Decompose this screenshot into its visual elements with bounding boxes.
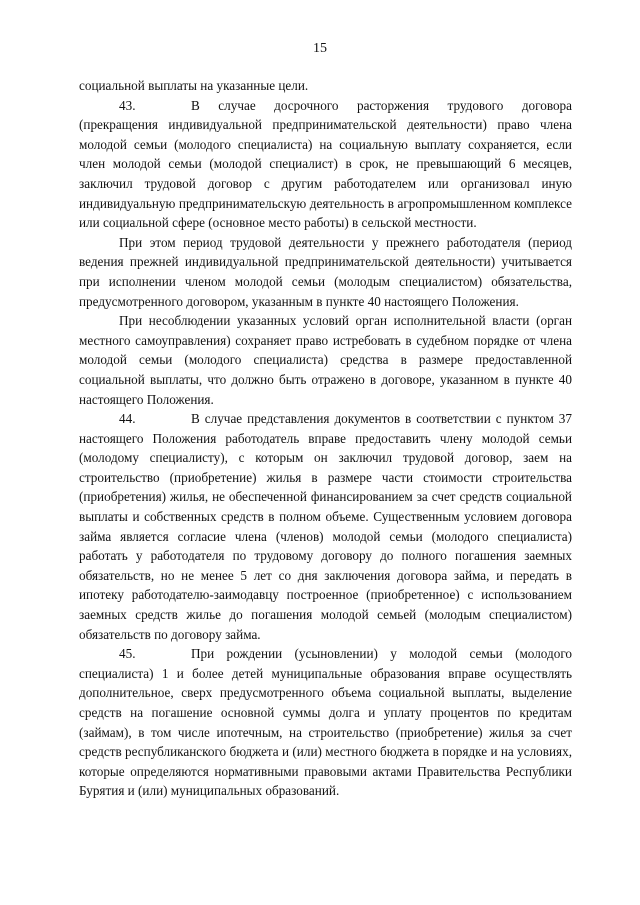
- paragraph-43-period: При этом период трудовой деятельности у прежнего работодателя (период ведения прежней индивидуальной предпринимательской деятельности) учитывается при исполнении членом молодой семьи (молодым специалистом) обязательства, предусмотренного договором, указанным в пункте 40 настоящего Положения.: [79, 234, 572, 309]
- paragraph-continuation: социальной выплаты на указанные цели.: [79, 78, 309, 93]
- paragraph-45-text: При рождении (усыновлении) у молодой семьи (молодого специалиста) 1 и более детей муниципальные образования вправе осуществлять дополнительное, сверх предусмотренного объема социальной выплаты, выделение средств на погашение основной суммы долга и уплату процентов по кредитам (займам), в том числе ипотечным, на строительство (приобретение) жилья за счет средств республиканского бюджета и (или) местного бюджета в порядке и на условиях, которые определяются нормативными правовыми актами Правительства Республики Бурятия и (или) муниципальных образований.: [79, 646, 572, 799]
- document-body: [79, 76, 572, 801]
- page-number: 15: [313, 41, 327, 56]
- clause-number-44: 44.: [119, 411, 136, 427]
- clause-number-45: 45.: [119, 646, 136, 662]
- paragraph-44: [79, 409, 572, 644]
- paragraph-44-text: В случае представления документов в соответствии с пунктом 37 настоящего Положения работодатель вправе предоставить члену молодой семьи (молодому специалисту), с которым он заключил трудовой договор, заем на строительство (приобретение) жилья в размере части стоимости строительства (приобретения) жилья, не обеспеченной финансированием за счет средств социальной выплаты и собственных средств в полном объеме. Существенным условием договора займа является согласие члена (членов) молодой семьи (молодого специалиста) работать у работодателя по трудовому договору до полного погашения заемных обязательств, но не менее 5 лет со дня заключения договора займа, и передать в ипотеку работодателю-заимодавцу построенное (приобретенное) с использованием заемных средств жилье до погашения молодой семьей (молодым специалистом) обязательств по договору займа.: [79, 411, 572, 642]
- paragraph-43: [79, 96, 572, 233]
- paragraph-43-noncompliance: При несоблюдении указанных условий орган исполнительной власти (орган местного самоуправления) сохраняет право истребовать в судебном порядке от члена молодой семьи (молодого специалиста) средства в размере предоставленной социальной выплаты, что должно быть отражено в договоре, указанном в пункте 40 настоящего Положения.: [79, 313, 572, 407]
- paragraph-43-text: В случае досрочного расторжения трудового договора (прекращения индивидуальной предпринимательской деятельности) право члена молодой семьи (молодого специалиста) на социальную выплату сохраняется, если член молодой семьи (молодой специалист) в срок, не превышающий 6 месяцев, заключил трудовой договор с другим работодателем или организовал иную индивидуальную предпринимательскую деятельность в агропромышленном комплексе или социальной сфере (основное место работы) в сельской местности.: [79, 97, 572, 231]
- clause-number-43: 43.: [119, 97, 136, 113]
- paragraph-45: [79, 644, 572, 801]
